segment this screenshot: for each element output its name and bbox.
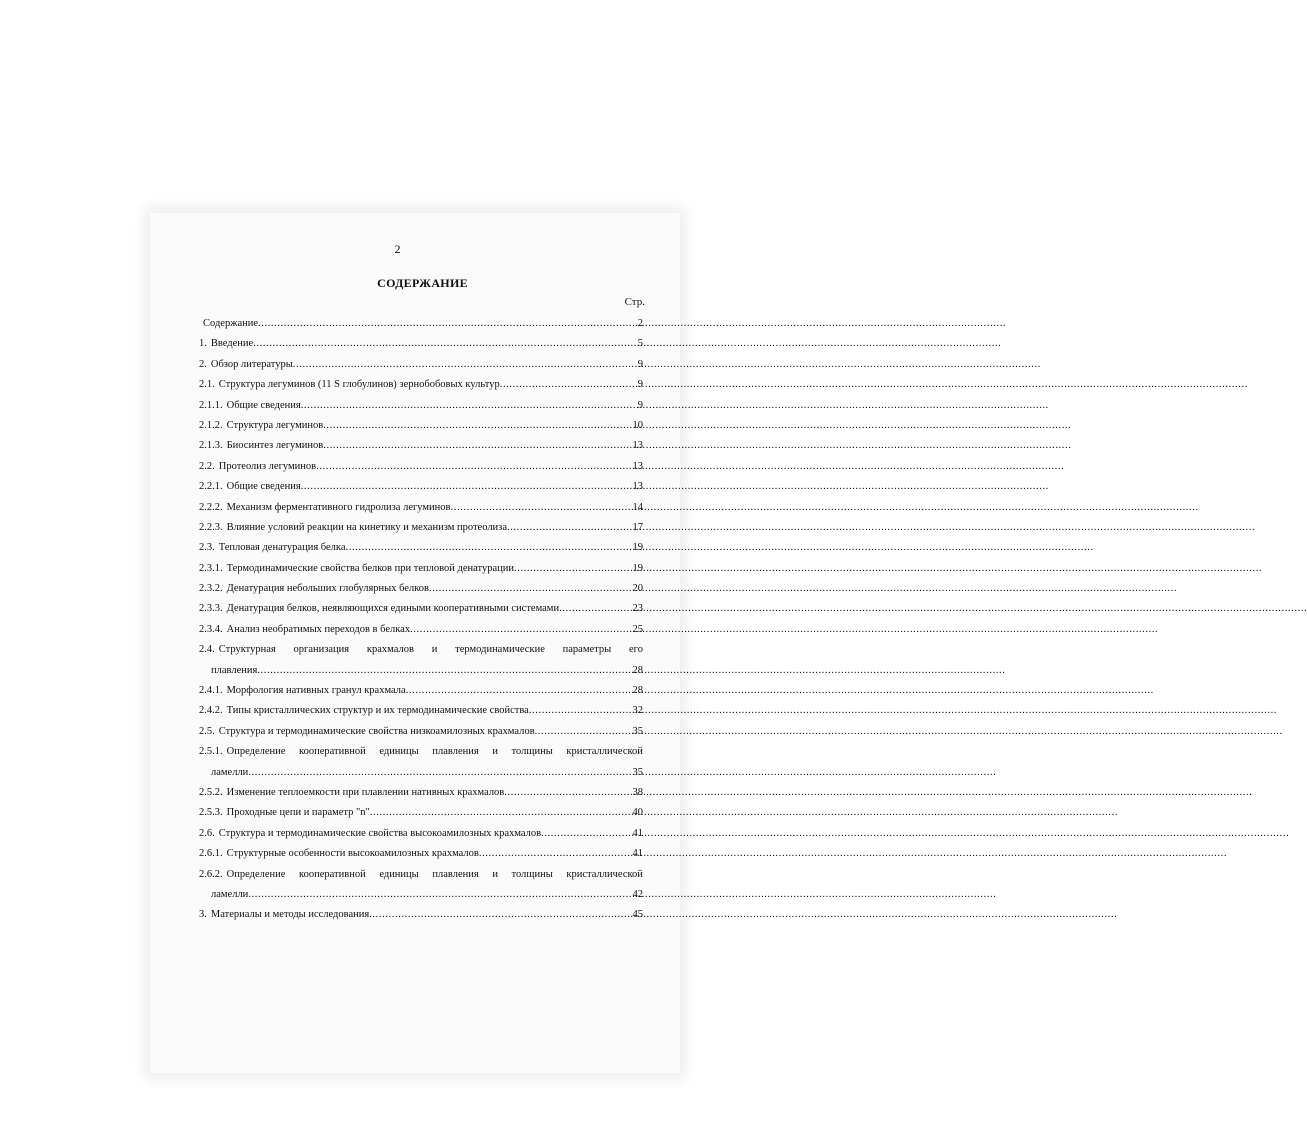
toc-entry-title: Изменение теплоемкости при плавлении нативных крахмалов: [226, 787, 505, 799]
toc-entry-title: Биосинтез легуминов: [226, 440, 324, 452]
toc-entry: [199, 396, 643, 416]
page-column-label: Стр.: [624, 296, 645, 308]
toc-entry-title: Термодинамические свойства белков при тепловой денатурации: [226, 562, 514, 574]
toc-dot-leader: [406, 681, 633, 701]
toc-entry-number: 2.5.: [199, 725, 215, 737]
toc-entry-title: Материалы и методы исследования: [210, 909, 370, 921]
toc-entry: [199, 844, 643, 864]
toc-entry-number: 2.2.2.: [199, 501, 223, 513]
toc-entry: [199, 742, 643, 783]
toc-entry: [199, 559, 643, 579]
toc-entry: [199, 722, 643, 742]
toc-entry-number: 2.2.1.: [199, 481, 223, 493]
toc-entry-title: Механизм ферментативного гидролиза легуминов: [226, 501, 451, 513]
toc-entry-title: Денатурация белков, неявляющихся едиными кооперативными системами: [226, 603, 560, 615]
toc-dot-leader: [535, 722, 633, 742]
toc-entry-number: 2.1.2.: [199, 419, 223, 431]
toc-entry-number: 2.1.3.: [199, 440, 223, 452]
toc-entry: [199, 865, 643, 906]
toc-entry: [199, 783, 643, 803]
toc-entry: [199, 436, 643, 456]
toc-entry-page: 42: [632, 888, 643, 900]
toc-entry-title-continuation: плавления: [211, 664, 258, 676]
toc-entry: [199, 477, 643, 497]
toc-entry-number: 2.2.3.: [199, 521, 223, 533]
toc-entry-page: 19: [632, 562, 643, 574]
toc-entry-number: 2.5.3.: [199, 807, 223, 819]
toc-dot-leader: [514, 559, 633, 579]
toc-entry: [199, 824, 643, 844]
toc-entry-title: Проходные цепи и параметр "n": [226, 807, 370, 819]
toc-entry-number: 2.4.: [199, 644, 215, 656]
toc-entry-page: 41: [632, 848, 643, 860]
toc-entry-number: 2.4.1.: [199, 685, 223, 697]
toc-entry: [199, 518, 643, 538]
toc-entry: [199, 579, 643, 599]
toc-heading: СОДЕРЖАНИЕ: [377, 276, 468, 290]
toc-entry-page: 9: [637, 399, 643, 411]
toc-dot-leader: [258, 314, 638, 334]
toc-entry-title: Структурная организация крахмалов и термодинамические параметры его: [218, 644, 643, 656]
toc-entry-number: 2.3.3.: [199, 603, 223, 615]
toc-entry-title: Анализ необратимых переходов в белках: [226, 623, 411, 635]
toc-dot-leader: [301, 396, 638, 416]
toc-entry-number: 2.3.1.: [199, 562, 223, 574]
toc-dot-leader: [248, 763, 632, 783]
toc-entry-number: 2.1.: [199, 379, 215, 391]
toc-entry-page: 35: [632, 766, 643, 778]
toc-entry-page: 2: [637, 318, 643, 329]
toc-entry: [199, 375, 643, 395]
scan-noise: · · · ·: [368, 992, 437, 998]
table-of-contents: [199, 314, 643, 926]
toc-entry-page: 13: [632, 440, 643, 452]
toc-entry-page: 9: [637, 379, 643, 391]
toc-entry-page: 13: [632, 481, 643, 493]
toc-entry-number: 2.5.1.: [199, 746, 223, 758]
toc-entry-title: Определение кооперативной единицы плавления и толщины кристаллической: [226, 746, 643, 758]
toc-entry-title-continuation: ламелли: [211, 766, 249, 778]
toc-entry-page: 32: [632, 705, 643, 717]
toc-entry-page: 17: [632, 521, 643, 533]
toc-entry-page: 14: [632, 501, 643, 513]
toc-entry-title: Структурные особенности высокоамилозных крахмалов: [226, 848, 479, 860]
toc-dot-leader: [500, 375, 638, 395]
toc-entry-page: 13: [632, 460, 643, 472]
toc-dot-leader: [529, 701, 633, 721]
toc-dot-leader: [293, 355, 638, 375]
toc-dot-leader: [316, 457, 632, 477]
page-number: 2: [394, 242, 401, 256]
toc-entry: [199, 599, 643, 619]
toc-entry-page: 45: [632, 909, 643, 921]
toc-entry-title: Общие сведения: [226, 399, 301, 411]
toc-dot-leader: [507, 518, 633, 538]
toc-entry-title: Морфология нативных гранул крахмала: [226, 685, 406, 697]
toc-entry-title: Типы кристаллических структур и их термодинамические свойства: [226, 705, 529, 717]
toc-entry: [199, 681, 643, 701]
toc-entry-title-continuation: ламелли: [211, 888, 249, 900]
toc-entry-title: Протеолиз легуминов: [218, 460, 317, 472]
toc-entry-title: Денатурация небольших глобулярных белков: [226, 583, 429, 595]
toc-entry-page: 41: [632, 827, 643, 839]
toc-entry-page: 38: [632, 787, 643, 799]
toc-entry-page: 28: [632, 685, 643, 697]
toc-entry-number: 2.6.1.: [199, 848, 223, 860]
toc-dot-leader: [257, 661, 632, 681]
toc-entry-title: Структура легуминов: [226, 419, 324, 431]
toc-dot-leader: [346, 538, 633, 558]
toc-entry-number: 2.3.2.: [199, 583, 223, 595]
toc-entry-page: 20: [632, 583, 643, 595]
toc-entry-number: 2.2.: [199, 460, 215, 472]
toc-entry-page: 25: [632, 623, 643, 635]
toc-entry: [199, 498, 643, 518]
toc-entry-title: Общие сведения: [226, 481, 301, 493]
toc-dot-leader: [323, 436, 632, 456]
toc-entry-page: 9: [637, 358, 643, 370]
toc-entry-page: 28: [632, 664, 643, 676]
toc-dot-leader: [451, 498, 633, 518]
toc-entry-page: 19: [632, 542, 643, 554]
toc-entry-title: Влияние условий реакции на кинетику и механизм протеолиза: [226, 521, 507, 533]
toc-entry: [199, 701, 643, 721]
toc-entry-title: Обзор литературы: [210, 358, 293, 370]
toc-entry-title: Структура и термодинамические свойства высокоамилозных крахмалов: [218, 827, 542, 839]
toc-entry: [199, 538, 643, 558]
toc-entry-title: Содержание: [203, 318, 259, 329]
toc-entry: [199, 457, 643, 477]
toc-dot-leader: [559, 599, 632, 619]
toc-entry-number: 2.: [199, 358, 207, 370]
toc-entry-number: 2.3.4.: [199, 623, 223, 635]
toc-dot-leader: [248, 885, 632, 905]
toc-entry-title: Структура легуминов (11 S глобулинов) зернобобовых культур: [218, 379, 500, 391]
toc-entry-page: 23: [632, 603, 643, 615]
toc-entry-number: 2.3.: [199, 542, 215, 554]
toc-entry: [199, 314, 643, 334]
toc-entry-title: Определение кооперативной единицы плавления и толщины кристаллической: [226, 868, 643, 880]
toc-entry-number: 3.: [199, 909, 207, 921]
toc-dot-leader: [410, 620, 632, 640]
toc-dot-leader: [429, 579, 633, 599]
toc-dot-leader: [479, 844, 633, 864]
toc-dot-leader: [369, 905, 632, 925]
toc-entry: [199, 640, 643, 681]
toc-dot-leader: [301, 477, 633, 497]
toc-entry-title: Тепловая денатурация белка: [218, 542, 346, 554]
toc-dot-leader: [504, 783, 632, 803]
toc-entry-page: 35: [632, 725, 643, 737]
toc-entry-page: 5: [637, 338, 643, 350]
toc-entry: [199, 355, 643, 375]
toc-entry: [199, 803, 643, 823]
toc-entry-number: 2.5.2.: [199, 787, 223, 799]
toc-entry-number: 1.: [199, 338, 207, 350]
toc-entry-title: Структура и термодинамические свойства низкоамилозных крахмалов: [218, 725, 535, 737]
toc-entry-page: 40: [632, 807, 643, 819]
toc-dot-leader: [370, 803, 633, 823]
toc-entry-number: 2.1.1.: [199, 399, 223, 411]
toc-entry-page: 10: [632, 419, 643, 431]
toc-entry-number: 2.4.2.: [199, 705, 223, 717]
toc-entry: [199, 620, 643, 640]
toc-entry: [199, 416, 643, 436]
toc-entry: [199, 905, 643, 925]
toc-entry-number: 2.6.2.: [199, 868, 223, 880]
toc-entry-title: Введение: [210, 338, 254, 350]
toc-entry: [199, 334, 643, 354]
toc-dot-leader: [323, 416, 632, 436]
toc-dot-leader: [541, 824, 632, 844]
toc-dot-leader: [253, 334, 638, 354]
toc-entry-number: 2.6.: [199, 827, 215, 839]
